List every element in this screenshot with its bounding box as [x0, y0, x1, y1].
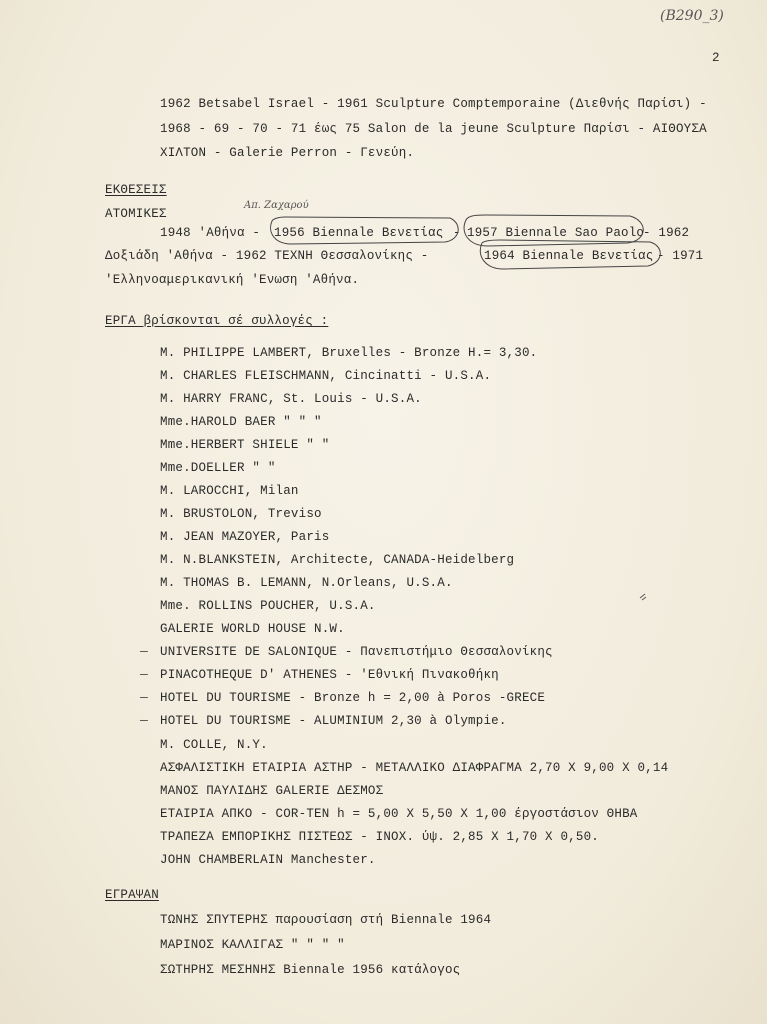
- collection-item: ΑΣΦΑΛΙΣΤΙΚΗ ΕΤΑΙΡΙΑ ΑΣΤΗΡ - ΜΕΤΑΛΛΙΚΟ ΔΙΑΦΡΑΓΜΑ 2,70 Χ 9,00 Χ 0,14: [160, 761, 669, 775]
- exhibition-line-1e: - 1962: [643, 226, 690, 240]
- collection-item: PINACOTHEQUE D' ATHENES - 'Εθνική Πινακοθήκη: [160, 668, 499, 682]
- handwritten-dash: —: [140, 713, 148, 728]
- collection-item: M. LAROCCHI, Milan: [160, 484, 299, 498]
- collection-item: Mme.HERBERT SHIELE " ": [160, 438, 330, 452]
- collection-item: M. HARRY FRANC, St. Louis - U.S.A.: [160, 392, 422, 406]
- collection-item: M. N.BLANKSTEIN, Architecte, CANADA-Heidelberg: [160, 553, 515, 567]
- collection-item: Mme. ROLLINS POUCHER, U.S.A.: [160, 599, 376, 613]
- collection-item: M. JEAN MAZOYER, Paris: [160, 530, 330, 544]
- exhibition-line-2a: Δοξιάδη 'Αθήνα - 1962 ΤΕΧΝΗ Θεσσαλονίκης -: [105, 249, 429, 263]
- collection-item: ΜΑΝΟΣ ΠΑΥΛΙΔΗΣ GALERIE ΔΕΣΜΟΣ: [160, 784, 384, 798]
- exhibition-line-3: 'Ελληνοαμερικανική 'Ενωση 'Αθήνα.: [105, 273, 360, 287]
- marginal-note: Απ. Ζαχαρού: [244, 200, 309, 211]
- intro-line-1: 1962 Betsabel Israel - 1961 Sculpture Comptemporaine (Διεθνής Παρίσι) -: [160, 97, 707, 111]
- archive-reference: (B290_3): [660, 8, 724, 24]
- exhibitions-heading: ΕΚΘΕΣΕΙΣ: [105, 183, 167, 197]
- written-heading: ΕΓΡΑΨΑΝ: [105, 888, 159, 902]
- collection-item: GALERIE WORLD HOUSE N.W.: [160, 622, 345, 636]
- collection-item: M. BRUSTOLON, Treviso: [160, 507, 322, 521]
- written-item: ΤΩΝΗΣ ΣΠΥΤΕΡΗΣ παρουσίαση στή Biennale 1964: [160, 913, 492, 927]
- collection-item: UNIVERSITE DE SALONIQUE - Πανεπιστήμιο Θεσσαλονίκης: [160, 645, 553, 659]
- handwritten-dash: —: [140, 690, 148, 705]
- collection-item: ΤΡΑΠΕΖΑ ΕΜΠΟΡΙΚΗΣ ΠΙΣΤΕΩΣ - ΙΝΟΧ. ύψ. 2,85 Χ 1,70 Χ 0,50.: [160, 830, 599, 844]
- handwritten-dash: —: [140, 667, 148, 682]
- collection-item: HOTEL DU TOURISME - Bronze h = 2,00 à Poros -GRECE: [160, 691, 546, 705]
- collection-item: M. CHARLES FLEISCHMANN, Cincinatti - U.S.A.: [160, 369, 492, 383]
- handwritten-dash: —: [140, 644, 148, 659]
- exhibition-saopaolo-1957: 1957 Biennale Sao Paolo: [467, 226, 645, 240]
- solo-exhibitions-subheading: ΑΤΟΜΙΚΕΣ: [105, 207, 167, 221]
- exhibition-venice-1964: 1964 Biennale Βενετίας: [484, 249, 654, 263]
- exhibition-line-2c: - 1971: [657, 249, 704, 263]
- page-number: 2: [712, 51, 720, 65]
- written-item: ΣΩΤΗΡΗΣ ΜΕΣΗΝΗΣ Biennale 1956 κατάλογος: [160, 963, 461, 977]
- collection-item: ΕΤΑΙΡΙΑ ΑΠΚΟ - COR-TEN h = 5,00 Χ 5,50 Χ 1,00 έργοστάσιον ΘΗΒΑ: [160, 807, 638, 821]
- collection-item: HOTEL DU TOURISME - ALUMINIUM 2,30 à Olympie.: [160, 714, 507, 728]
- exhibition-venice-1956: 1956 Biennale Βενετίας: [274, 226, 444, 240]
- collection-item: Mme.DOELLER " ": [160, 461, 276, 475]
- written-item: ΜΑΡΙΝΟΣ ΚΑΛΛΙΓΑΣ " " " ": [160, 938, 345, 952]
- intro-line-3: ΧΙΛΤΟΝ - Galerie Perron - Γενεύη.: [160, 146, 415, 160]
- exhibition-line-1c: -: [453, 226, 461, 240]
- collection-item: JOHN CHAMBERLAIN Manchester.: [160, 853, 376, 867]
- marginal-scribble: [640, 594, 646, 600]
- intro-line-2: 1968 - 69 - 70 - 71 έως 75 Salon de la jeune Sculpture Παρίσι - ΑΙΘΟΥΣΑ: [160, 122, 707, 136]
- collection-item: Mme.HAROLD BAER " " ": [160, 415, 322, 429]
- exhibition-line-1a: 1948 'Αθήνα -: [160, 226, 261, 240]
- collections-heading: ΕΡΓΑ βρίσκονται σέ συλλογές :: [105, 314, 329, 328]
- collection-item: M. PHILIPPE LAMBERT, Bruxelles - Bronze H.= 3,30.: [160, 346, 538, 360]
- collection-item: M. COLLE, N.Y.: [160, 738, 268, 752]
- collection-item: M. THOMAS B. LEMANN, N.Orleans, U.S.A.: [160, 576, 453, 590]
